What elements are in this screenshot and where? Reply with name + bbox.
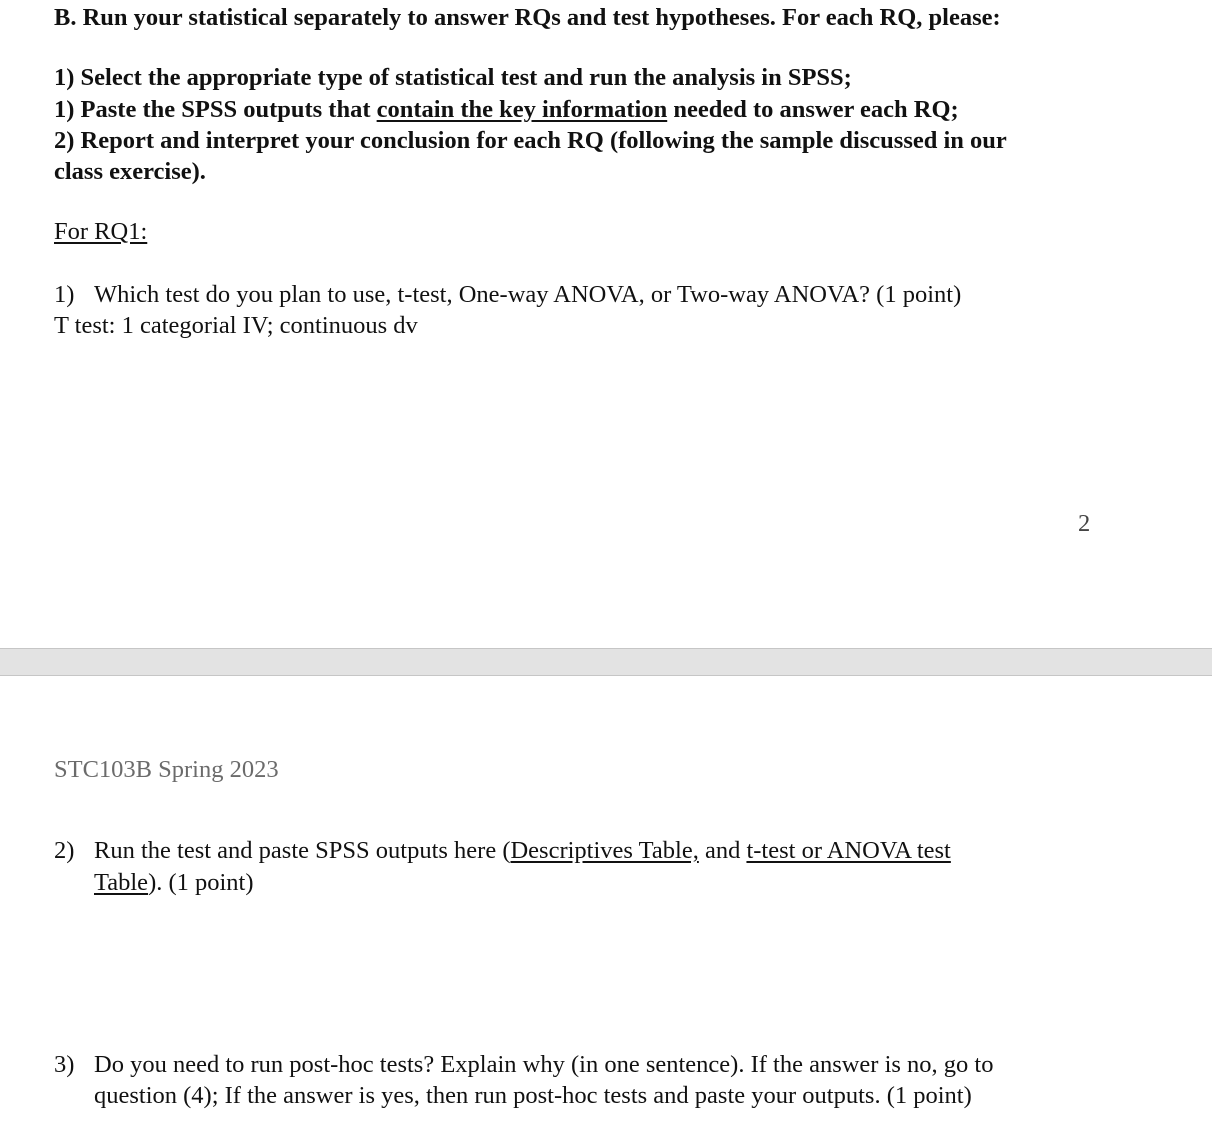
step-report-line2: class exercise). [54,158,206,185]
step-select-test: 1) Select the appropriate type of statistical test and run the analysis in SPSS; [54,64,852,91]
step-paste-outputs: 1) Paste the SPSS outputs that contain the key information needed to answer each RQ; [54,96,959,123]
q1-number: 1) [54,281,75,308]
q2-number: 2) [54,837,75,864]
q1-text: Which test do you plan to use, t-test, One-way ANOVA, or Two-way ANOVA? (1 point) [94,281,962,308]
q3-text-line2: question (4); If the answer is yes, then run post-hoc tests and paste your outputs. (1 point) [94,1082,972,1109]
descriptives-table-link: Descriptives Table, [510,837,699,864]
page-footer: STC103B Spring 2023 [54,756,279,783]
page-number: 2 [1078,510,1091,537]
test-table-link: t-test or ANOVA test [746,837,951,864]
q3-text-line1: Do you need to run post-hoc tests? Explain why (in one sentence). If the answer is no, go to [94,1051,994,1078]
rq1-label: For RQ1: [54,218,148,245]
q1-answer: T test: 1 categorial IV; continuous dv [54,312,418,339]
step-report-line1: 2) Report and interpret your conclusion for each RQ (following the sample discussed in our [54,127,1007,154]
key-information-underlined: contain the key information [376,96,668,123]
section-heading: B. Run your statistical separately to answer RQs and test hypotheses. For each RQ, please: [54,4,1001,31]
page-break [0,648,1212,676]
q2-text-line2: Table). (1 point) [94,869,254,896]
q3-number: 3) [54,1051,75,1078]
test-table-link-cont: Table [94,869,149,896]
q2-text-line1: Run the test and paste SPSS outputs here (Descriptives Table, and t-test or ANOVA test [94,837,951,864]
